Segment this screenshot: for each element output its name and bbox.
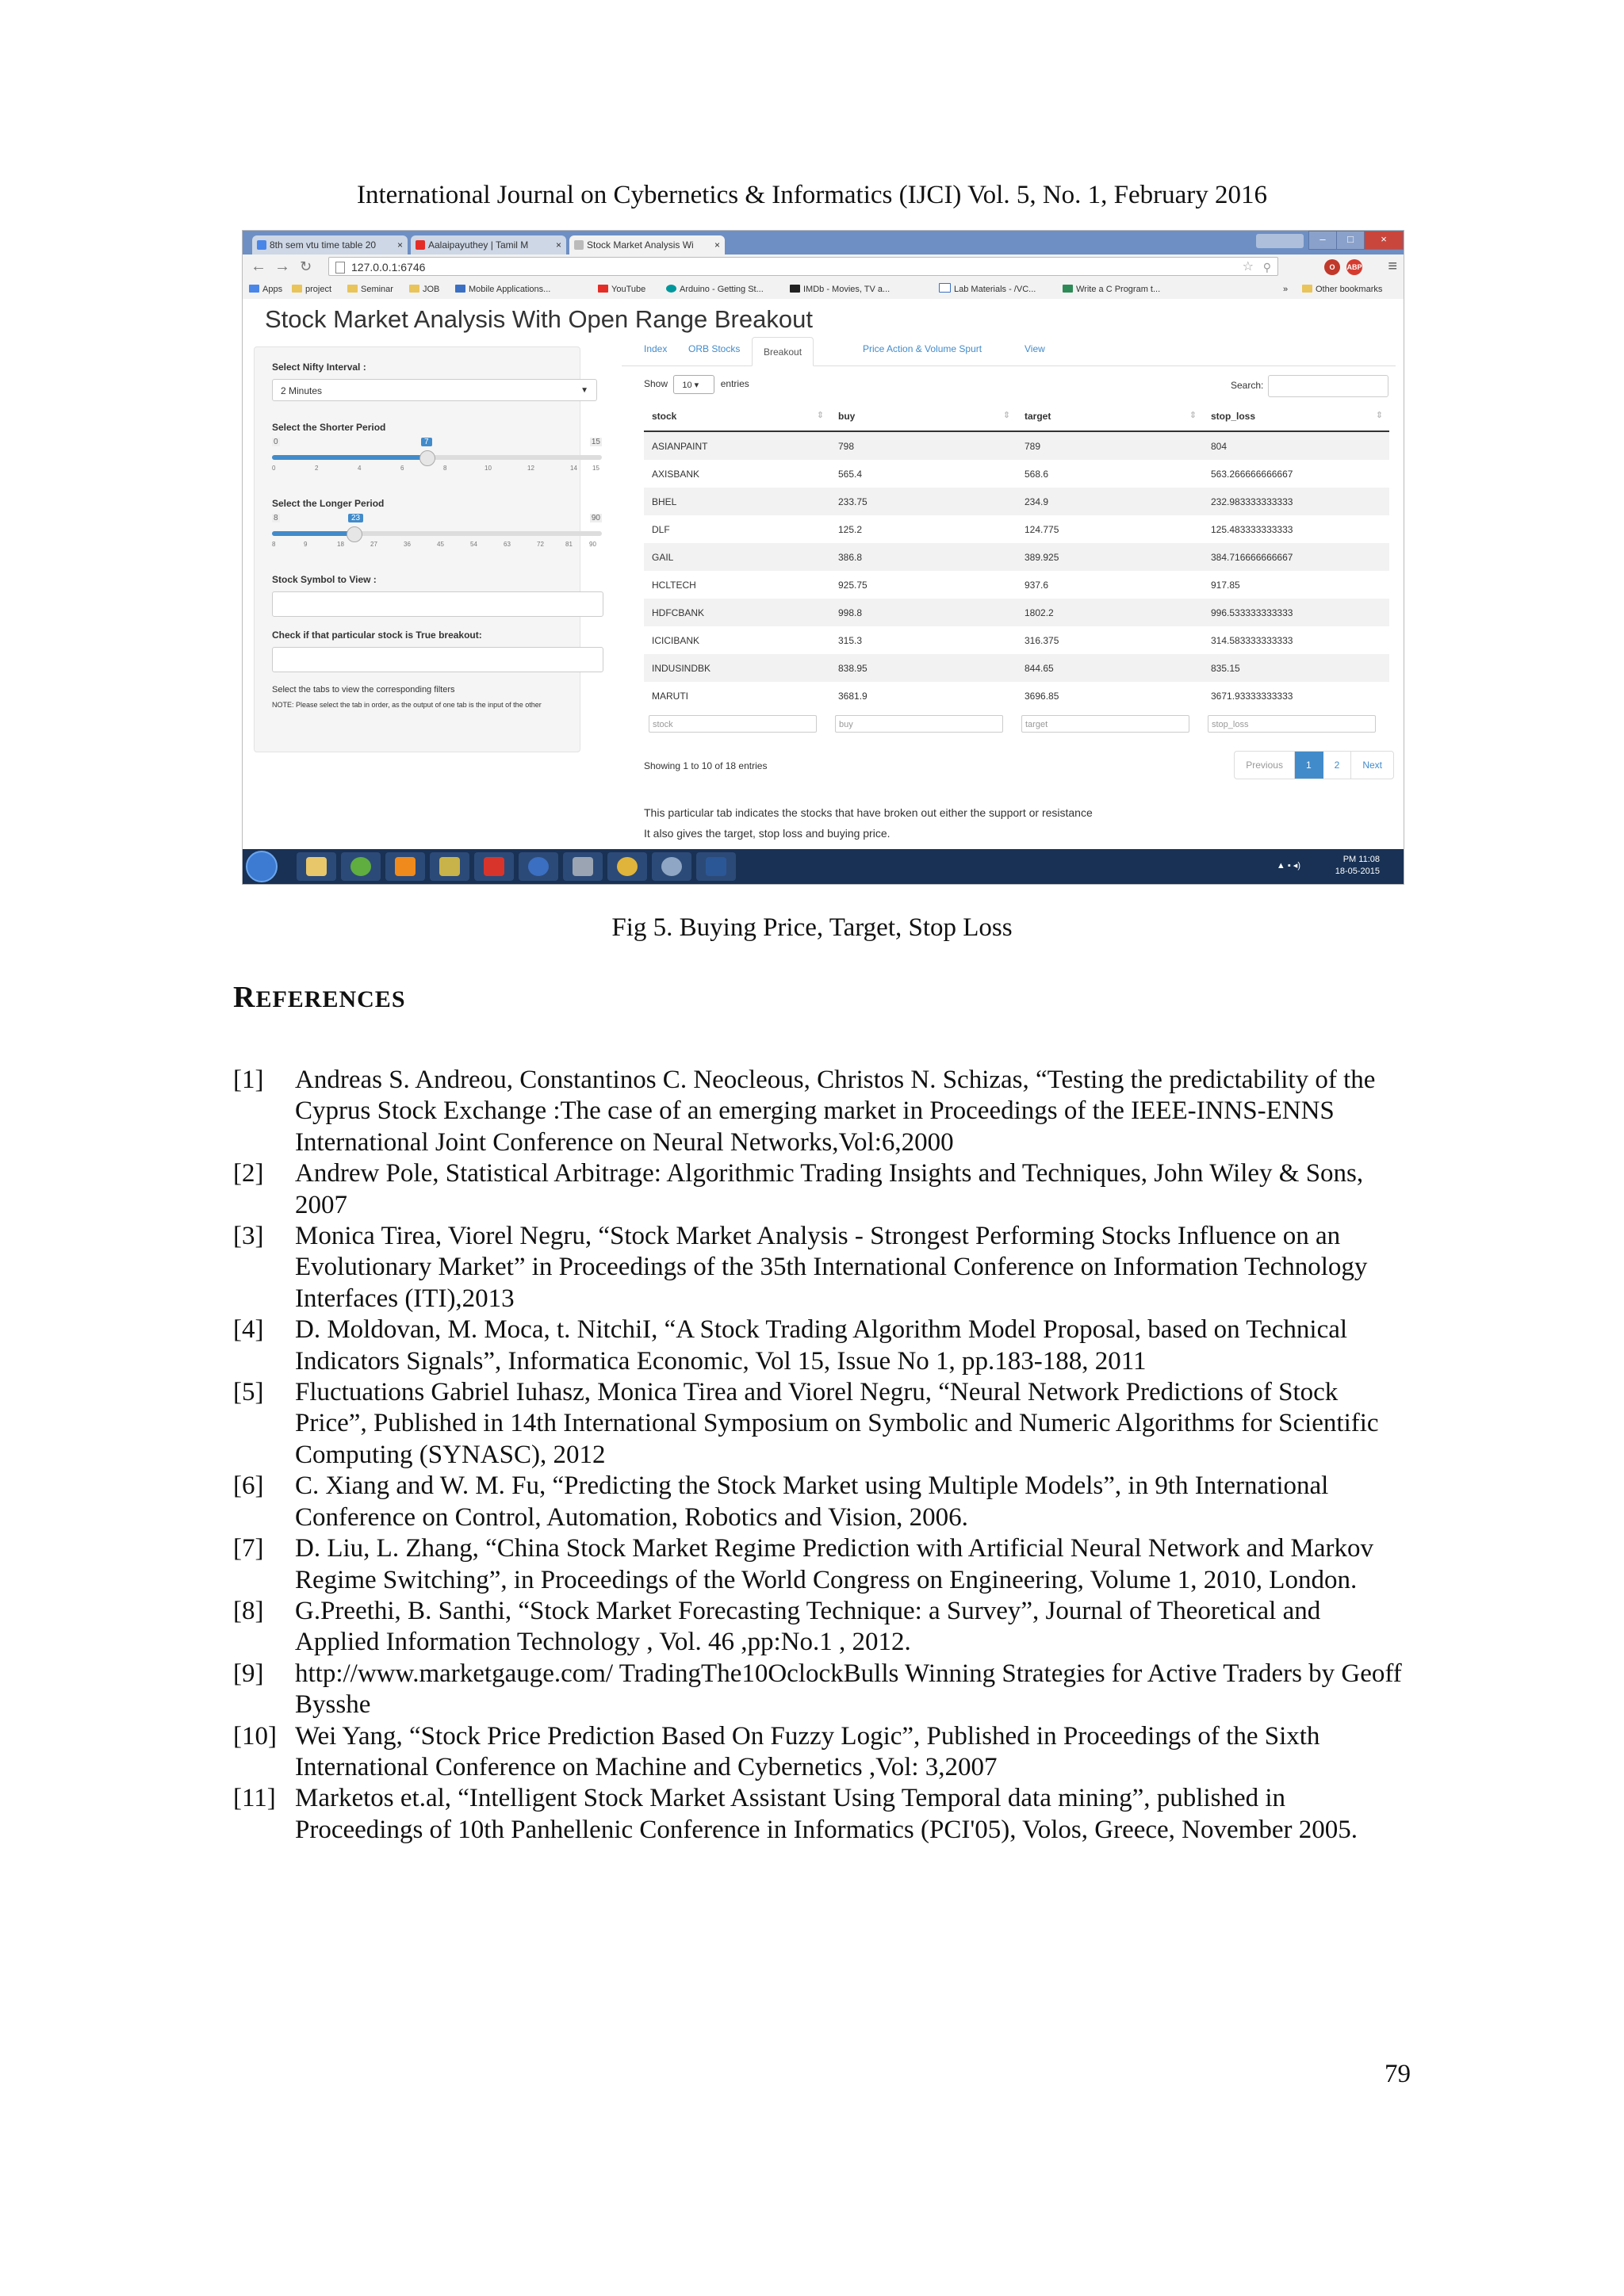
- reference-text: http://www.marketgauge.com/ TradingThe10OclockBulls Winning Strategies for Active Traders by Geoff Bysshe: [295, 1659, 1402, 1720]
- bookmark-apps[interactable]: Apps: [249, 283, 282, 296]
- reference-number: [10]: [233, 1721, 277, 1751]
- tab-description: This particular tab indicates the stocks that have broken out either the support or resistance: [644, 806, 1093, 819]
- table-cell: 996.533333333333: [1203, 599, 1389, 626]
- reference-number: [7]: [233, 1534, 264, 1563]
- shorter-period-label: Select the Shorter Period: [272, 422, 386, 433]
- sort-icon: ⇕: [816, 411, 824, 420]
- reference-number: [11]: [233, 1784, 276, 1813]
- reference-item: [233, 1377, 1407, 1471]
- folder-icon: [1302, 285, 1312, 293]
- bookmark-job[interactable]: JOB: [409, 283, 439, 296]
- close-icon[interactable]: ×: [714, 239, 720, 251]
- table-row[interactable]: [644, 571, 1389, 599]
- longer-period-label: Select the Longer Period: [272, 498, 385, 509]
- longer-period-slider[interactable]: 8 90 23 8 9 18 27 36 45 54 63 72 81 90: [272, 514, 602, 550]
- table-row[interactable]: [644, 515, 1389, 543]
- media-icon[interactable]: [652, 852, 691, 881]
- page-length-control: Show 10 ▾ entries: [644, 375, 749, 394]
- table-search: Search:: [1231, 375, 1388, 397]
- back-icon[interactable]: ←: [251, 258, 266, 275]
- folder-icon: [292, 285, 302, 293]
- table-cell: 835.15: [1203, 654, 1389, 682]
- table-cell: ASIANPAINT: [644, 431, 830, 460]
- slider-value: 7: [421, 438, 432, 446]
- table-cell: 389.925: [1017, 543, 1203, 571]
- target-filter-input[interactable]: target: [1021, 715, 1189, 733]
- table-cell: AXISBANK: [652, 468, 700, 480]
- table-cell: 798: [830, 431, 1017, 460]
- breakout-check-input[interactable]: [272, 647, 603, 672]
- next-button[interactable]: Next: [1362, 760, 1382, 771]
- tab-price-action[interactable]: Price Action & Volume Spurt: [863, 343, 982, 354]
- table-cell: 565.4: [838, 468, 863, 480]
- reference-item: [233, 1533, 1407, 1596]
- tab-view[interactable]: View: [1025, 343, 1045, 354]
- interval-label: Select Nifty Interval :: [272, 362, 366, 373]
- reference-number: [4]: [233, 1315, 264, 1345]
- reference-text: G.Preethi, B. Santhi, “Stock Market Forecasting Technique: a Survey”, Journal of Theoretical and Applied Information Technology , Vol. 46 ,pp:No.1 , 2012.: [295, 1596, 1321, 1657]
- figure-screenshot: [242, 230, 1404, 885]
- app-icon[interactable]: [430, 852, 469, 881]
- table-cell: 917.85: [1211, 579, 1240, 591]
- table-cell: 937.6: [1025, 579, 1049, 591]
- table-cell: 804: [1203, 431, 1389, 460]
- shiny-app: [243, 299, 1404, 849]
- table-cell: 789: [1017, 431, 1203, 460]
- page-info-icon: [335, 262, 345, 274]
- tab-orb-stocks[interactable]: ORB Stocks: [688, 343, 741, 354]
- browser-tab[interactable]: Aalaipayuthey | Tamil M ×: [411, 235, 566, 254]
- table-cell: 316.375: [1025, 634, 1059, 646]
- column-header[interactable]: target ⇕: [1017, 402, 1203, 431]
- reference-text: Fluctuations Gabriel Iuhasz, Monica Tirea and Viorel Negru, “Neural Network Predictions of Stock Price”, Published in 14th International Symposium on Symbolic and Numeric Algorithms for Scientific Computing (SYNASC), 2012: [295, 1378, 1379, 1469]
- extension-icon[interactable]: O: [1324, 259, 1340, 275]
- table-row[interactable]: [644, 543, 1389, 571]
- table-row[interactable]: [644, 488, 1389, 515]
- reference-number: [3]: [233, 1222, 264, 1251]
- minimize-icon[interactable]: –: [1308, 231, 1337, 250]
- reference-item: [233, 1783, 1407, 1846]
- tray-icons[interactable]: ▲ ▪ ◂): [1276, 861, 1300, 871]
- bookmark-lab[interactable]: Lab Materials - /VC...: [939, 283, 1036, 296]
- reference-text: D. Liu, L. Zhang, “China Stock Market Regime Prediction with Artificial Neural Network and Markov Regime Switching”, in Proceedings of the World Congress on Engineering, Volume 1, 2010, London.: [295, 1534, 1374, 1594]
- table-cell: 233.75: [830, 488, 1017, 515]
- profile-chip[interactable]: [1256, 234, 1304, 248]
- reference-text: Andrew Pole, Statistical Arbitrage: Algorithmic Trading Insights and Techniques, John Wiley & Sons, 2007: [295, 1159, 1364, 1219]
- bookmark-project[interactable]: project: [292, 283, 331, 296]
- slider-value: 23: [348, 514, 363, 522]
- sort-icon: ⇕: [1189, 411, 1197, 420]
- close-window-icon[interactable]: ×: [1364, 231, 1404, 250]
- chevron-down-icon: ▼: [580, 386, 588, 395]
- apps-icon: [249, 285, 259, 293]
- windows-taskbar: [243, 849, 1404, 884]
- slider-handle[interactable]: [347, 526, 362, 542]
- page-icon: [574, 240, 584, 250]
- figure-caption: Fig 5. Buying Price, Target, Stop Loss: [611, 913, 1013, 942]
- zoom-icon[interactable]: ⚲: [1262, 261, 1271, 274]
- reference-item: [233, 1221, 1407, 1314]
- browser-tab[interactable]: 8th sem vtu time table 20 ×: [252, 235, 408, 254]
- bookmark-seminar[interactable]: Seminar: [347, 283, 393, 296]
- folder-icon: [409, 285, 419, 293]
- table-cell: 124.775: [1025, 523, 1059, 535]
- reference-number: [6]: [233, 1471, 264, 1501]
- youtube-icon: [416, 240, 425, 250]
- table-cell: 125.2: [838, 523, 863, 535]
- slider-handle[interactable]: [419, 450, 435, 466]
- table-cell: 234.9: [1017, 488, 1203, 515]
- reference-item: [233, 1471, 1407, 1533]
- app-title: Stock Market Analysis With Open Range Breakout: [265, 305, 813, 333]
- word-icon[interactable]: [696, 852, 736, 881]
- table-row[interactable]: [644, 626, 1389, 654]
- reference-text: Monica Tirea, Viorel Negru, “Stock Market Analysis - Strongest Performing Stocks Influence on an Evolutionary Market” in Proceedings of the 35th International Conference on Information Technology Interfaces (ITI),2013: [295, 1222, 1368, 1313]
- table-row[interactable]: [644, 431, 1389, 460]
- more-bookmarks-icon[interactable]: »: [1283, 285, 1289, 294]
- bookmark-c-program[interactable]: Write a C Program t...: [1063, 283, 1160, 296]
- table-cell: 838.95: [830, 654, 1017, 682]
- bookmark-youtube[interactable]: YouTube: [598, 283, 645, 296]
- reference-item: [233, 1596, 1407, 1659]
- reference-item: [233, 1065, 1407, 1158]
- table-cell: 568.6: [1025, 468, 1049, 480]
- column-header[interactable]: stock ⇕: [644, 402, 830, 431]
- table-cell: 563.266666666667: [1211, 468, 1293, 480]
- slider-ticks: 0 2 4 6 8 10 12 14 15: [272, 465, 599, 472]
- bookmark-imdb[interactable]: IMDb - Movies, TV a...: [790, 283, 890, 296]
- windows-start-icon[interactable]: [246, 851, 278, 882]
- reference-number: [1]: [233, 1066, 264, 1094]
- tab-breakout[interactable]: Breakout: [752, 337, 814, 366]
- browser-toolbar: [243, 254, 1404, 280]
- bookmark-other[interactable]: Other bookmarks: [1302, 283, 1382, 296]
- forward-icon[interactable]: →: [274, 258, 290, 275]
- column-header[interactable]: buy ⇕: [830, 402, 1017, 431]
- page-2-button[interactable]: 2: [1323, 752, 1352, 779]
- reference-number: [5]: [233, 1378, 264, 1407]
- pdf-reader-icon[interactable]: [474, 852, 514, 881]
- reference-item: [233, 1314, 1407, 1377]
- note-text: NOTE: Please select the tab in order, as the output of one tab is the input of the other: [272, 701, 542, 709]
- reference-text: Marketos et.al, “Intelligent Stock Market Assistant Using Temporal data mining”, published in Proceedings of 10th Panhellenic Conference in Informatics (PCI'05), Volos, Greece, November 2005.: [295, 1784, 1358, 1844]
- bookmark-star-icon[interactable]: ☆: [1242, 260, 1254, 274]
- pagination: [1234, 751, 1394, 779]
- table-cell: HCLTECH: [652, 579, 696, 591]
- slider-ticks: 8 9 18 27 36 45 54 63 72 81 90: [272, 541, 596, 548]
- browser-tab-strip: [243, 231, 1404, 254]
- c-icon: [1063, 285, 1073, 293]
- youtube-icon: [598, 285, 608, 293]
- bookmark-mobile-apps[interactable]: Mobile Applications...: [455, 283, 550, 296]
- vlc-icon[interactable]: [385, 852, 425, 881]
- reference-text: D. Moldovan, M. Moca, t. NitchiI, “A Stock Trading Algorithm Model Proposal, based on Technical Indicators Signals”, Informatica Economic, Vol 15, Issue No 1, pp.183-188, 2011: [295, 1315, 1348, 1376]
- tool-icon[interactable]: [563, 852, 603, 881]
- chrome-icon[interactable]: [607, 852, 647, 881]
- reference-text: C. Xiang and W. M. Fu, “Predicting the Stock Market using Multiple Models”, in 9th International Conference on Control, Automation, Robotics and Vision, 2006.: [295, 1471, 1329, 1532]
- interval-select[interactable]: 2 Minutes ▼: [272, 379, 597, 401]
- references-heading: REFERENCES: [233, 981, 406, 1014]
- menu-icon[interactable]: ≡: [1388, 258, 1397, 275]
- breakout-check-label: Check if that particular stock is True breakout:: [272, 629, 482, 641]
- arduino-icon: [666, 285, 676, 293]
- bookmark-arduino[interactable]: Arduino - Getting St...: [666, 283, 764, 296]
- table-cell: 3671.93333333333: [1211, 690, 1293, 702]
- table-cell: 314.583333333333: [1211, 634, 1293, 646]
- table-row[interactable]: [644, 682, 1389, 710]
- page-1-button[interactable]: 1: [1295, 752, 1323, 779]
- search-input[interactable]: [1268, 375, 1388, 397]
- reference-item: [233, 1659, 1407, 1721]
- table-cell: 125.483333333333: [1211, 523, 1293, 535]
- address-bar[interactable]: 127.0.0.1:6746 ☆ ⚲: [328, 257, 1278, 276]
- table-cell: 1802.2: [1017, 599, 1203, 626]
- table-cell: INDUSINDBK: [644, 654, 830, 682]
- table-info: Showing 1 to 10 of 18 entries: [644, 760, 768, 771]
- table-cell: 315.3: [838, 634, 863, 646]
- stock-filter-input[interactable]: stock: [649, 715, 817, 733]
- folder-icon: [347, 285, 358, 293]
- buy-filter-input[interactable]: buy: [835, 715, 1003, 733]
- table-cell: ICICIBANK: [652, 634, 700, 646]
- page-number: 79: [1385, 2060, 1411, 2088]
- table-cell: 3696.85: [1025, 690, 1059, 702]
- r-icon[interactable]: [519, 852, 558, 881]
- tabs-hint: Select the tabs to view the corresponding filters: [272, 685, 455, 695]
- page-length-select[interactable]: 10 ▾: [673, 375, 714, 394]
- table-row[interactable]: [644, 460, 1389, 488]
- journal-header: International Journal on Cybernetics & Informatics (IJCI) Vol. 5, No. 1, February 2016: [356, 181, 1268, 209]
- table-cell: 998.8: [830, 599, 1017, 626]
- imdb-icon: [790, 285, 800, 293]
- reference-number: [9]: [233, 1659, 264, 1688]
- explorer-icon[interactable]: [297, 852, 336, 881]
- sort-icon: ⇕: [1375, 411, 1383, 420]
- stop-loss-filter-input[interactable]: stop_loss: [1208, 715, 1376, 733]
- filter-row: [644, 710, 1389, 738]
- previous-button[interactable]: Previous: [1235, 752, 1295, 779]
- reload-icon[interactable]: ↻: [300, 258, 312, 274]
- table-cell: MARUTI: [652, 690, 688, 702]
- table-row[interactable]: [644, 654, 1389, 682]
- table-cell: 844.65: [1017, 654, 1203, 682]
- table-cell: GAIL: [644, 543, 830, 571]
- close-icon[interactable]: ×: [396, 239, 403, 251]
- link-icon: [455, 285, 465, 293]
- tab-description-2: It also gives the target, stop loss and buying price.: [644, 827, 891, 840]
- sidebar-panel: [254, 346, 600, 752]
- table-cell: HDFCBANK: [644, 599, 830, 626]
- close-icon[interactable]: ×: [555, 239, 561, 251]
- stock-symbol-label: Stock Symbol to View :: [272, 574, 377, 585]
- column-header[interactable]: stop_loss ⇕: [1203, 402, 1389, 431]
- tab-index[interactable]: Index: [644, 343, 668, 354]
- reference-item: [233, 1721, 1407, 1784]
- table-cell: 386.8: [830, 543, 1017, 571]
- reference-text: Andreas S. Andreou, Constantinos C. Neocleous, Christos N. Schizas, “Testing the predictability of the Cyprus Stock Exchange :The case of an emerging market in Proceedings of the IEEE-INNS-ENNS International Joint Conference on Neural Networks,Vol:6,2000: [295, 1066, 1376, 1157]
- table-cell: 3681.9: [838, 690, 868, 702]
- reference-number: [8]: [233, 1596, 264, 1625]
- table-cell: 925.75: [838, 579, 868, 591]
- adblock-icon[interactable]: ABP: [1346, 259, 1362, 275]
- reference-item: [233, 1158, 1407, 1221]
- sort-icon: ⇕: [1002, 411, 1010, 420]
- references-list: [233, 1065, 1407, 1846]
- browser-tab-active[interactable]: Stock Market Analysis Wi ×: [569, 235, 725, 254]
- table-cell: BHEL: [644, 488, 830, 515]
- reference-text: Wei Yang, “Stock Price Prediction Based On Fuzzy Logic”, Published in Proceedings of the Sixth International Conference on Machine and Cybernetics ,Vol: 3,2007: [295, 1721, 1320, 1781]
- stock-symbol-input[interactable]: [272, 591, 603, 617]
- table-cell: 384.716666666667: [1203, 543, 1389, 571]
- maximize-icon[interactable]: □: [1336, 231, 1365, 250]
- breakout-table: [644, 402, 1389, 738]
- system-clock[interactable]: PM 11:08 18-05-2015: [1335, 855, 1380, 876]
- table-header-row: [644, 402, 1389, 431]
- table-cell: DLF: [652, 523, 670, 535]
- doc-icon: [257, 240, 266, 250]
- table-cell: 232.983333333333: [1203, 488, 1389, 515]
- reference-number: [2]: [233, 1159, 264, 1188]
- tab-bar: [622, 337, 1396, 366]
- utorrent-icon[interactable]: [341, 852, 381, 881]
- shorter-period-slider[interactable]: 0 15 7 0 2 4 6 8 10 12 14 15: [272, 438, 602, 474]
- bookmarks-bar: [243, 280, 1404, 300]
- doc-icon: [939, 283, 951, 293]
- table-row[interactable]: [644, 599, 1389, 626]
